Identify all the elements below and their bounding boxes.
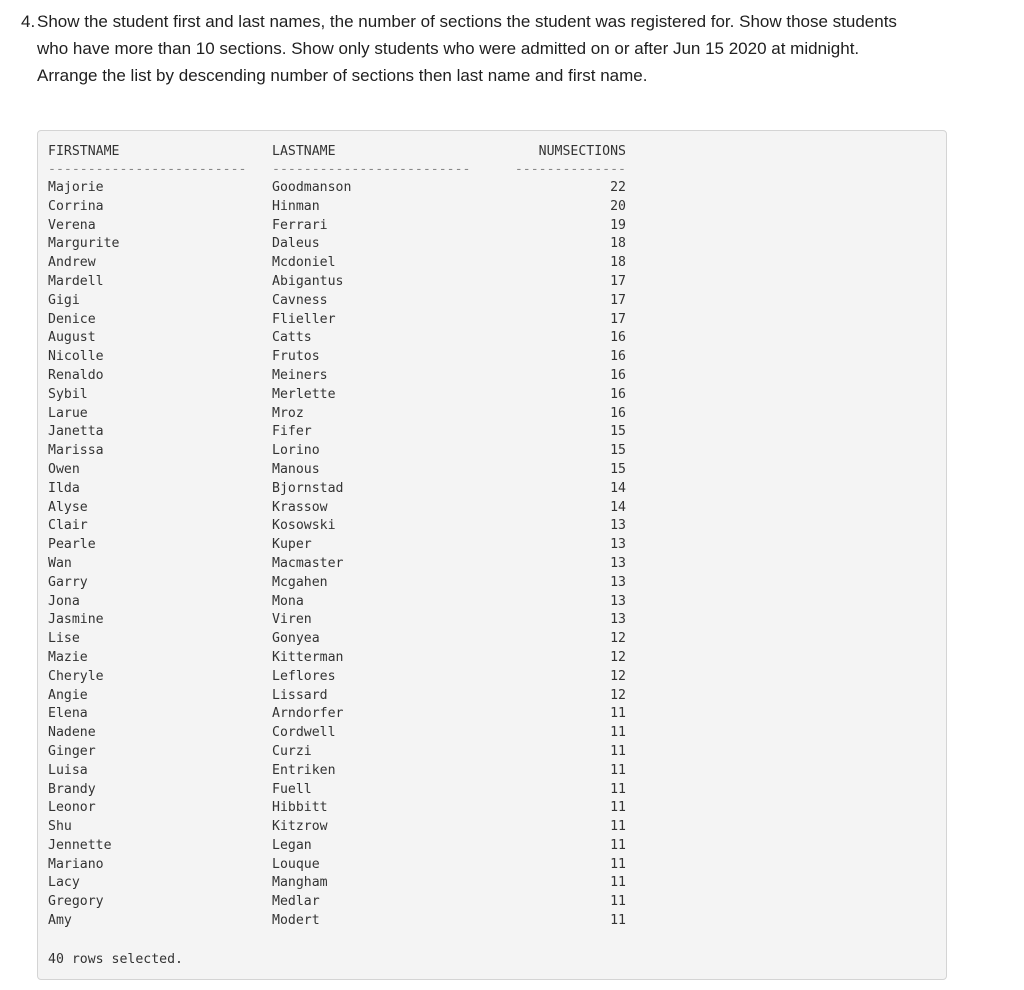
cell-numsections: 16 bbox=[610, 367, 626, 383]
cell-numsections: 16 bbox=[610, 349, 626, 365]
table-row bbox=[38, 593, 946, 612]
cell-lastname: Kitterman bbox=[272, 649, 344, 665]
column-header-firstname: FIRSTNAME bbox=[48, 144, 120, 159]
cell-firstname: Cheryle bbox=[48, 668, 104, 684]
cell-lastname: Arndorfer bbox=[272, 706, 344, 722]
column-header-lastname: LASTNAME bbox=[272, 144, 336, 159]
table-row bbox=[38, 668, 946, 687]
cell-numsections: 18 bbox=[610, 236, 626, 252]
table-row bbox=[38, 367, 946, 386]
cell-numsections: 16 bbox=[610, 405, 626, 421]
table-row bbox=[38, 292, 946, 311]
cell-numsections: 13 bbox=[610, 593, 626, 609]
table-row bbox=[38, 856, 946, 875]
cell-lastname: Catts bbox=[272, 330, 312, 346]
cell-lastname: Legan bbox=[272, 837, 312, 853]
cell-lastname: Curzi bbox=[272, 743, 312, 759]
cell-lastname: Mona bbox=[272, 593, 304, 609]
cell-numsections: 13 bbox=[610, 612, 626, 628]
cell-numsections: 15 bbox=[610, 443, 626, 459]
table-row bbox=[38, 762, 946, 781]
cell-numsections: 12 bbox=[610, 649, 626, 665]
table-row bbox=[38, 405, 946, 424]
table-row bbox=[38, 235, 946, 254]
question-line-3: Arrange the list by descending number of sections then last name and first name. bbox=[37, 66, 648, 85]
cell-numsections: 16 bbox=[610, 386, 626, 402]
cell-firstname: Nadene bbox=[48, 725, 96, 741]
cell-firstname: Jasmine bbox=[48, 612, 104, 628]
table-row bbox=[38, 442, 946, 461]
column-separator: ------------------------- bbox=[48, 163, 247, 177]
cell-firstname: Verena bbox=[48, 217, 96, 233]
cell-firstname: Wan bbox=[48, 555, 72, 571]
cell-lastname: Entriken bbox=[272, 762, 336, 778]
table-row bbox=[38, 649, 946, 668]
cell-lastname: Kosowski bbox=[272, 518, 336, 534]
cell-numsections: 14 bbox=[610, 480, 626, 496]
table-row bbox=[38, 348, 946, 367]
query-result-box bbox=[37, 130, 947, 980]
table-row bbox=[38, 912, 946, 931]
cell-firstname: Gregory bbox=[48, 894, 104, 910]
table-row bbox=[38, 499, 946, 518]
cell-lastname: Kitzrow bbox=[272, 819, 328, 835]
cell-lastname: Louque bbox=[272, 856, 320, 872]
table-row bbox=[38, 536, 946, 555]
cell-lastname: Cavness bbox=[272, 292, 328, 308]
cell-lastname: Gonyea bbox=[272, 631, 320, 647]
table-row bbox=[38, 611, 946, 630]
cell-firstname: Mardell bbox=[48, 273, 104, 289]
cell-numsections: 13 bbox=[610, 574, 626, 590]
cell-firstname: Angie bbox=[48, 687, 88, 703]
cell-numsections: 11 bbox=[610, 856, 626, 872]
cell-firstname: Luisa bbox=[48, 762, 88, 778]
cell-numsections: 16 bbox=[610, 330, 626, 346]
table-row bbox=[38, 837, 946, 856]
cell-lastname: Cordwell bbox=[272, 725, 336, 741]
cell-firstname: Alyse bbox=[48, 499, 88, 515]
table-row bbox=[38, 893, 946, 912]
table-row bbox=[38, 874, 946, 893]
cell-numsections: 11 bbox=[610, 913, 626, 929]
cell-numsections: 20 bbox=[610, 198, 626, 214]
cell-numsections: 11 bbox=[610, 819, 626, 835]
rows-selected-footer: 40 rows selected. bbox=[48, 952, 183, 967]
cell-lastname: Kuper bbox=[272, 537, 312, 553]
cell-numsections: 17 bbox=[610, 273, 626, 289]
cell-firstname: Jennette bbox=[48, 837, 112, 853]
cell-numsections: 11 bbox=[610, 725, 626, 741]
cell-lastname: Fifer bbox=[272, 424, 312, 440]
table-row bbox=[38, 743, 946, 762]
table-row bbox=[38, 687, 946, 706]
cell-firstname: Gigi bbox=[48, 292, 80, 308]
table-row bbox=[38, 724, 946, 743]
result-rows bbox=[38, 179, 946, 931]
cell-numsections: 17 bbox=[610, 292, 626, 308]
cell-numsections: 15 bbox=[610, 424, 626, 440]
cell-numsections: 14 bbox=[610, 499, 626, 515]
question-text bbox=[21, 8, 981, 89]
column-separator: ------------------------- bbox=[272, 163, 471, 177]
cell-numsections: 12 bbox=[610, 687, 626, 703]
table-row bbox=[38, 517, 946, 536]
cell-numsections: 17 bbox=[610, 311, 626, 327]
cell-numsections: 11 bbox=[610, 762, 626, 778]
cell-lastname: Hinman bbox=[272, 198, 320, 214]
cell-firstname: Garry bbox=[48, 574, 88, 590]
cell-lastname: Meiners bbox=[272, 367, 328, 383]
cell-numsections: 11 bbox=[610, 706, 626, 722]
cell-numsections: 13 bbox=[610, 518, 626, 534]
table-row bbox=[38, 818, 946, 837]
cell-numsections: 13 bbox=[610, 555, 626, 571]
cell-firstname: Renaldo bbox=[48, 367, 104, 383]
table-row bbox=[38, 254, 946, 273]
question-line-1: 4. Show the student first and last names, the number of sections the student was registered for. Show those students bbox=[21, 8, 981, 35]
cell-firstname: Denice bbox=[48, 311, 96, 327]
cell-numsections: 19 bbox=[610, 217, 626, 233]
cell-numsections: 11 bbox=[610, 800, 626, 816]
cell-lastname: Krassow bbox=[272, 499, 328, 515]
table-row bbox=[38, 386, 946, 405]
cell-lastname: Bjornstad bbox=[272, 480, 344, 496]
cell-numsections: 22 bbox=[610, 180, 626, 195]
cell-lastname: Mroz bbox=[272, 405, 304, 421]
cell-lastname: Mcdoniel bbox=[272, 255, 336, 271]
table-row bbox=[38, 198, 946, 217]
cell-firstname: Andrew bbox=[48, 255, 96, 271]
cell-numsections: 15 bbox=[610, 461, 626, 477]
cell-firstname: Leonor bbox=[48, 800, 96, 816]
table-row bbox=[38, 273, 946, 292]
cell-numsections: 11 bbox=[610, 875, 626, 891]
cell-numsections: 13 bbox=[610, 537, 626, 553]
cell-firstname: Mazie bbox=[48, 649, 88, 665]
cell-firstname: Margurite bbox=[48, 236, 120, 252]
cell-lastname: Mcgahen bbox=[272, 574, 328, 590]
cell-firstname: Clair bbox=[48, 518, 88, 534]
cell-numsections: 11 bbox=[610, 781, 626, 797]
cell-lastname: Modert bbox=[272, 913, 320, 929]
column-header-numsections: NUMSECTIONS bbox=[538, 144, 626, 159]
cell-firstname: Janetta bbox=[48, 424, 104, 440]
cell-lastname: Daleus bbox=[272, 236, 320, 252]
table-row bbox=[38, 574, 946, 593]
cell-firstname: Corrina bbox=[48, 198, 104, 214]
table-row bbox=[38, 799, 946, 818]
cell-firstname: Majorie bbox=[48, 180, 104, 195]
cell-lastname: Medlar bbox=[272, 894, 320, 910]
cell-firstname: Jona bbox=[48, 593, 80, 609]
cell-numsections: 12 bbox=[610, 668, 626, 684]
cell-firstname: Shu bbox=[48, 819, 72, 835]
table-row bbox=[38, 217, 946, 236]
table-row bbox=[38, 311, 946, 330]
table-row bbox=[38, 555, 946, 574]
cell-lastname: Goodmanson bbox=[272, 180, 352, 195]
cell-numsections: 12 bbox=[610, 631, 626, 647]
cell-lastname: Hibbitt bbox=[272, 800, 328, 816]
cell-lastname: Manous bbox=[272, 461, 320, 477]
cell-firstname: Pearle bbox=[48, 537, 96, 553]
cell-lastname: Flieller bbox=[272, 311, 336, 327]
table-row bbox=[38, 423, 946, 442]
table-row bbox=[38, 461, 946, 480]
cell-firstname: Lise bbox=[48, 631, 80, 647]
cell-lastname: Frutos bbox=[272, 349, 320, 365]
table-row bbox=[38, 329, 946, 348]
cell-lastname: Fuell bbox=[272, 781, 312, 797]
table-row bbox=[38, 179, 946, 198]
cell-numsections: 11 bbox=[610, 837, 626, 853]
cell-lastname: Abigantus bbox=[272, 273, 344, 289]
cell-lastname: Macmaster bbox=[272, 555, 344, 571]
table-row bbox=[38, 705, 946, 724]
question-number: 4. bbox=[21, 12, 36, 31]
cell-firstname: Larue bbox=[48, 405, 88, 421]
cell-firstname: Owen bbox=[48, 461, 80, 477]
cell-firstname: Lacy bbox=[48, 875, 80, 891]
cell-lastname: Lissard bbox=[272, 687, 328, 703]
cell-firstname: Sybil bbox=[48, 386, 88, 402]
table-row bbox=[38, 781, 946, 800]
cell-firstname: Ilda bbox=[48, 480, 80, 496]
cell-lastname: Lorino bbox=[272, 443, 320, 459]
cell-firstname: Elena bbox=[48, 706, 88, 722]
cell-lastname: Leflores bbox=[272, 668, 336, 684]
cell-lastname: Merlette bbox=[272, 386, 336, 402]
table-row bbox=[38, 480, 946, 499]
cell-firstname: Mariano bbox=[48, 856, 104, 872]
cell-firstname: Brandy bbox=[48, 781, 96, 797]
table-row bbox=[38, 630, 946, 649]
cell-lastname: Ferrari bbox=[272, 217, 328, 233]
cell-firstname: Marissa bbox=[48, 443, 104, 459]
column-separator: -------------- bbox=[514, 163, 626, 177]
cell-lastname: Mangham bbox=[272, 875, 328, 891]
cell-numsections: 11 bbox=[610, 743, 626, 759]
cell-firstname: August bbox=[48, 330, 96, 346]
cell-firstname: Amy bbox=[48, 913, 72, 929]
cell-lastname: Viren bbox=[272, 612, 312, 628]
cell-firstname: Ginger bbox=[48, 743, 96, 759]
cell-firstname: Nicolle bbox=[48, 349, 104, 365]
question-line-2: who have more than 10 sections. Show only students who were admitted on or after Jun 15 2020 at midnight. bbox=[37, 39, 860, 58]
cell-numsections: 11 bbox=[610, 894, 626, 910]
cell-numsections: 18 bbox=[610, 255, 626, 271]
